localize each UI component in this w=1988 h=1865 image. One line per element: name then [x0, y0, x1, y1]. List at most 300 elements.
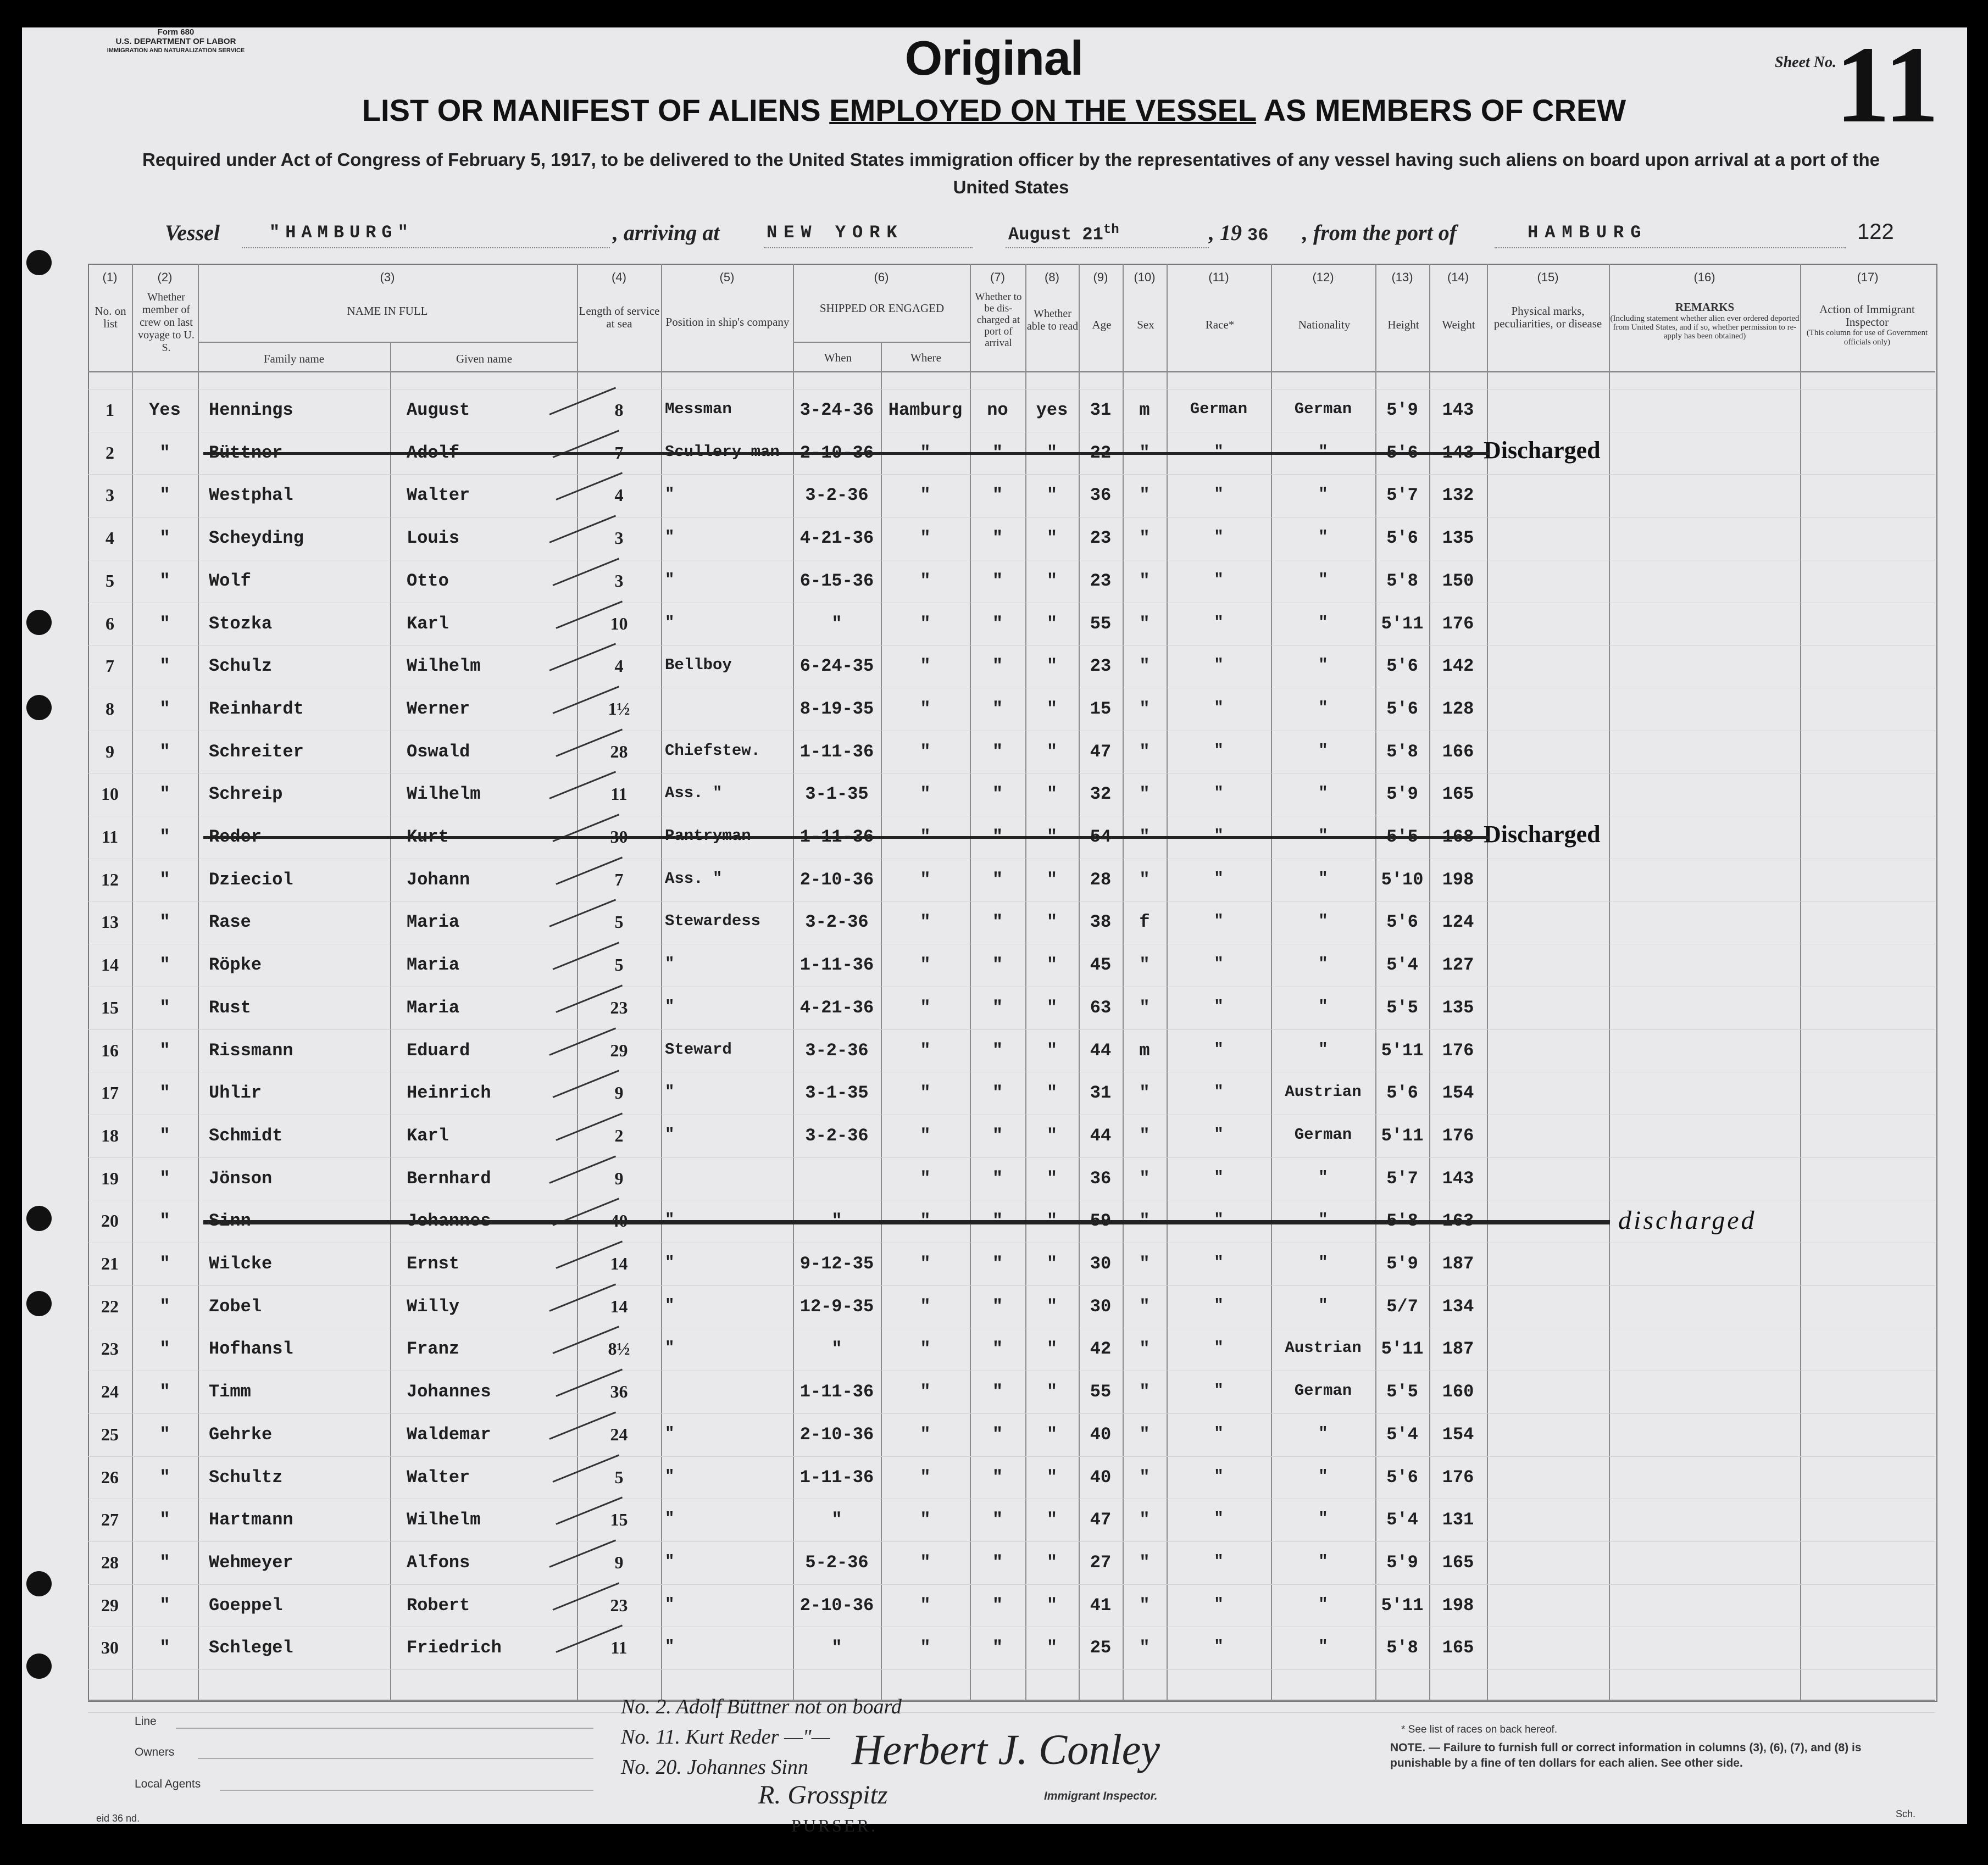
cell-nat: " [1318, 570, 1328, 589]
cell-disch: " [992, 1211, 1003, 1232]
cell-position: Ass. " [665, 784, 723, 803]
cell-given: Louis [407, 528, 460, 549]
cell-when: 2-10-36 [799, 1595, 874, 1616]
column-number: (11) [1208, 270, 1229, 284]
cell-read: " [1046, 1040, 1058, 1061]
cell-length: 7 [614, 869, 624, 889]
cell-race: " [1214, 869, 1224, 888]
cell-sex: " [1139, 613, 1150, 634]
cell-weight: 168 [1442, 827, 1474, 847]
cell-disch: " [992, 442, 1003, 463]
cell-family: Uhlir [209, 1083, 262, 1104]
cell-age: 36 [1090, 485, 1112, 506]
cell-height: 5'6 [1386, 912, 1418, 933]
cell-when: 3-24-36 [799, 400, 874, 420]
column-number: (13) [1391, 270, 1413, 284]
cell-weight: 143 [1442, 442, 1474, 463]
cell-given: Waldemar [407, 1424, 491, 1445]
cell-read: " [1046, 1382, 1058, 1402]
column-number: (3) [380, 270, 395, 284]
cell-read: yes [1036, 400, 1068, 420]
cell-given: Maria [407, 912, 460, 933]
cell-disch: " [992, 869, 1003, 890]
cell-disch: " [992, 570, 1003, 591]
cell-age: 42 [1090, 1339, 1112, 1360]
cell-read: " [1046, 613, 1058, 634]
cell-height: 5'4 [1386, 1424, 1418, 1445]
cell-disch: " [992, 1040, 1003, 1061]
cell-member: " [159, 1638, 170, 1658]
cell-when: 1-11-36 [799, 741, 874, 762]
binder-hole [26, 610, 52, 635]
cell-nat: " [1318, 442, 1328, 461]
cell-given: Kurt [407, 827, 449, 847]
cell-weight: 163 [1442, 1211, 1474, 1232]
cell-nat: " [1318, 1467, 1328, 1485]
header-no: No. on list [95, 304, 126, 330]
cell-family: Timm [209, 1382, 251, 1402]
cell-no: 16 [101, 1040, 119, 1060]
cell-member: " [159, 485, 170, 506]
cell-family: Westphal [209, 485, 293, 506]
cell-position: " [665, 1552, 675, 1571]
cell-height: 5/7 [1386, 1296, 1418, 1317]
cell-given: Adolf [407, 442, 460, 463]
cell-read: " [1046, 869, 1058, 890]
cell-member: " [159, 1254, 170, 1274]
cell-family: Schreiter [209, 741, 304, 762]
cell-age: 25 [1090, 1638, 1112, 1658]
cell-given: Bernhard [407, 1168, 491, 1189]
cell-when: 2-10-36 [799, 442, 874, 463]
vessel-underline [242, 247, 610, 248]
printer-mark: eid 36 nd. [96, 1813, 140, 1824]
owners-underline [198, 1758, 593, 1759]
cell-height: 5'8 [1386, 570, 1418, 591]
cell-height: 5'11 [1381, 1125, 1424, 1146]
cell-member: " [159, 1552, 170, 1573]
cell-member: " [159, 1510, 170, 1530]
cell-sex: " [1139, 528, 1150, 549]
cell-height: 5'9 [1386, 784, 1418, 805]
cell-when: " [831, 1638, 842, 1658]
cell-height: 5'9 [1386, 1254, 1418, 1274]
column-number: (8) [1045, 270, 1059, 284]
strike-line [203, 452, 1489, 455]
header-marks: Physical marks, peculiarities, or disease [1493, 304, 1602, 330]
column-rule [1609, 264, 1610, 1701]
cell-read: " [1046, 741, 1058, 762]
cell-nat: " [1318, 1552, 1328, 1571]
cell-nat: " [1318, 698, 1328, 717]
cell-family: Schmidt [209, 1125, 283, 1146]
cell-age: 47 [1090, 1510, 1112, 1530]
cell-no: 8 [105, 698, 114, 719]
cell-given: Wilhelm [407, 784, 481, 805]
cell-weight: 150 [1442, 570, 1474, 591]
page-count: 122 [1857, 220, 1894, 244]
cell-position: Pantryman [665, 827, 751, 845]
cell-height: 5'6 [1386, 442, 1418, 463]
binder-hole [26, 250, 52, 275]
header-member: Whether member of crew on last voyage to U. S. [138, 291, 195, 354]
header-race: Race* [1205, 318, 1235, 331]
cell-race: " [1214, 656, 1224, 675]
cell-where: Hamburg [888, 400, 963, 420]
cell-length: 23 [610, 1595, 628, 1615]
cell-family: Rust [209, 997, 251, 1018]
cell-where: " [920, 613, 931, 634]
header-length: Length of service at sea [579, 304, 660, 330]
cell-length: 3 [614, 570, 624, 591]
cell-family: Rissmann [209, 1040, 293, 1061]
cell-family: Büttner [209, 442, 283, 463]
arriving-label: , arriving at [613, 220, 720, 245]
cell-family: Jönson [209, 1168, 273, 1189]
cell-race: " [1214, 1168, 1224, 1187]
cell-given: Franz [407, 1339, 460, 1360]
cell-race: " [1214, 1552, 1224, 1571]
cell-position: " [665, 955, 675, 973]
cell-when: 5-2-36 [805, 1552, 869, 1573]
binder-hole [26, 1291, 52, 1316]
cell-race: " [1214, 1125, 1224, 1144]
inspector-label: Immigrant Inspector. [1044, 1790, 1158, 1802]
cell-sex: " [1139, 1467, 1150, 1488]
cell-age: 28 [1090, 869, 1112, 890]
cell-position: " [665, 1339, 675, 1357]
cell-member: " [159, 656, 170, 677]
cell-when: 3-1-35 [805, 784, 869, 805]
note-line-2: No. 11. Kurt Reder —"— [621, 1725, 830, 1749]
column-rule [1800, 264, 1801, 1701]
cell-read: " [1046, 1296, 1058, 1317]
cell-race: " [1214, 1339, 1224, 1357]
cell-family: Sinn [209, 1211, 251, 1232]
cell-weight: 135 [1442, 997, 1474, 1018]
cell-sex: " [1139, 1638, 1150, 1658]
cell-disch: " [992, 827, 1003, 847]
cell-age: 32 [1090, 784, 1112, 805]
column-number: (1) [102, 270, 118, 284]
cell-length: 3 [614, 528, 624, 548]
cell-family: Wehmeyer [209, 1552, 293, 1573]
agents-underline [220, 1790, 593, 1791]
cell-length: 1½ [608, 698, 630, 719]
cell-where: " [920, 1424, 931, 1445]
cell-given: Karl [407, 613, 449, 634]
cell-member: " [159, 827, 170, 847]
cell-given: Heinrich [407, 1083, 491, 1104]
cell-length: 5 [614, 955, 624, 975]
cell-where: " [920, 698, 931, 719]
cell-weight: 187 [1442, 1254, 1474, 1274]
cell-position: " [665, 1638, 675, 1656]
cell-height: 5'6 [1386, 656, 1418, 677]
cell-where: " [920, 528, 931, 549]
header-when: When [824, 351, 852, 364]
cell-family: Gehrke [209, 1424, 273, 1445]
column-number: (4) [612, 270, 626, 284]
cell-disch: " [992, 1168, 1003, 1189]
cell-nat: " [1318, 912, 1328, 931]
cell-age: 23 [1090, 528, 1112, 549]
header-action-sub: (This column for use of Government officials only) [1806, 329, 1928, 347]
cell-position: " [665, 1083, 675, 1101]
cell-disch: " [992, 1382, 1003, 1402]
cell-race: " [1214, 613, 1224, 632]
cell-position: Ass. " [665, 869, 723, 888]
cell-read: " [1046, 528, 1058, 549]
cell-read: " [1046, 997, 1058, 1018]
cell-when: " [831, 1211, 842, 1232]
cell-nat: " [1318, 1040, 1328, 1059]
header-name: NAME IN FULL [347, 304, 428, 318]
cell-age: 27 [1090, 1552, 1112, 1573]
arrival-date [1008, 222, 1119, 255]
cell-weight: 127 [1442, 955, 1474, 976]
cell-family: Wolf [209, 570, 251, 591]
cell-disch: " [992, 955, 1003, 976]
cell-read: " [1046, 1083, 1058, 1104]
cell-weight: 124 [1442, 912, 1474, 933]
cell-family: Dzieciol [209, 869, 293, 890]
cell-weight: 166 [1442, 741, 1474, 762]
cell-read: " [1046, 955, 1058, 976]
cell-race: " [1214, 784, 1224, 803]
column-number: (6) [874, 270, 889, 284]
cell-length: 2 [614, 1125, 624, 1145]
cell-nat: " [1318, 528, 1328, 547]
cell-height: 5'8 [1386, 1211, 1418, 1232]
cell-length: 30 [610, 827, 628, 847]
cell-sex: " [1139, 784, 1150, 805]
cell-sex: " [1139, 827, 1150, 847]
header-shipped: SHIPPED OR ENGAGED [819, 302, 945, 315]
cell-race: " [1214, 1382, 1224, 1400]
cell-no: 19 [101, 1168, 119, 1188]
cell-disch: " [992, 698, 1003, 719]
cell-position: Bellboy [665, 656, 732, 675]
cell-age: 63 [1090, 997, 1112, 1018]
title-part-underlined: EMPLOYED ON THE VESSEL [829, 93, 1257, 127]
cell-race: " [1214, 827, 1224, 845]
cell-race: " [1214, 1296, 1224, 1315]
header-remarks: REMARKS [1675, 300, 1735, 314]
year-prefix: , 19 [1209, 220, 1242, 245]
cell-read: " [1046, 1168, 1058, 1189]
cell-read: " [1046, 1424, 1058, 1445]
cell-no: 2 [105, 442, 114, 463]
header-nationality: Nationality [1298, 318, 1351, 331]
cell-height: 5'4 [1386, 955, 1418, 976]
cell-age: 36 [1090, 1168, 1112, 1189]
sheet-number: 11 [1835, 24, 1939, 146]
cell-where: " [920, 1510, 931, 1530]
cell-member: " [159, 1339, 170, 1360]
strike-line [203, 836, 1489, 839]
column-number: (2) [157, 270, 173, 284]
header-action: Action of Immigrant Inspector [1819, 303, 1915, 329]
act-statement: Required under Act of Congress of February 5, 1917, to be delivered to the United States immigration officer by the representatives of any vessel having such aliens on board upon arrival at a port of the United States [142, 149, 1880, 197]
cell-no: 18 [101, 1125, 119, 1145]
column-number: (16) [1693, 270, 1715, 284]
cell-where: " [920, 1083, 931, 1104]
cell-when: 1-11-36 [799, 827, 874, 847]
cell-where: " [920, 827, 931, 847]
cell-height: 5'8 [1386, 741, 1418, 762]
cell-family: Wilcke [209, 1254, 273, 1274]
cell-sex: " [1139, 442, 1150, 463]
cell-position: Chiefstew. [665, 741, 761, 760]
cell-sex: " [1139, 1083, 1150, 1104]
cell-weight: 176 [1442, 1040, 1474, 1061]
cell-height: 5'8 [1386, 1638, 1418, 1658]
cell-no: 17 [101, 1083, 119, 1103]
cell-member: " [159, 528, 170, 549]
cell-length: 23 [610, 997, 628, 1017]
cell-where: " [920, 442, 931, 463]
cell-length: 28 [610, 741, 628, 761]
note-line-1: No. 2. Adolf Büttner not on board [621, 1695, 902, 1718]
cell-sex: " [1139, 1510, 1150, 1530]
header-given: Given name [456, 352, 513, 365]
cell-position: " [665, 1595, 675, 1613]
cell-family: Reder [209, 827, 262, 847]
cell-sex: " [1139, 485, 1150, 506]
cell-when: 2-10-36 [799, 869, 874, 890]
row-rule [88, 1541, 1935, 1542]
cell-position: " [665, 1125, 675, 1144]
cell-member: " [159, 1382, 170, 1402]
cell-length: 5 [614, 912, 624, 932]
title-part: AS MEMBERS OF CREW [1256, 93, 1626, 127]
column-rule [198, 264, 199, 1701]
cell-weight: 132 [1442, 485, 1474, 506]
header-remarks-sub: (Including statement whether alien ever ordered deported from United States, and if so, whether permission to re-apply has been obtained) [1610, 314, 1800, 341]
cell-when: 2-10-36 [799, 1424, 874, 1445]
column-number: (10) [1134, 270, 1156, 284]
header-weight: Weight [1442, 318, 1475, 331]
cell-position: " [665, 1296, 675, 1315]
row-rule [88, 1285, 1935, 1286]
column-rule [1167, 264, 1168, 1701]
strike-line [203, 1220, 1610, 1224]
cell-read: " [1046, 784, 1058, 805]
cell-given: Friedrich [407, 1638, 502, 1658]
cell-where: " [920, 1040, 931, 1061]
cell-where: " [920, 955, 931, 976]
cell-position: " [665, 485, 675, 504]
row-rule [88, 1029, 1935, 1030]
cell-race: " [1214, 442, 1224, 461]
cell-when: 1-11-36 [799, 1467, 874, 1488]
cell-read: " [1046, 1339, 1058, 1360]
remark-discharged: Discharged [1484, 436, 1601, 464]
column-number: (17) [1857, 270, 1879, 284]
row-rule [88, 474, 1935, 475]
cell-position: Stewardess [665, 912, 761, 931]
cell-when: 3-2-36 [805, 1125, 869, 1146]
cell-nat: " [1318, 485, 1328, 504]
column-number: (7) [990, 270, 1005, 284]
cell-no: 27 [101, 1510, 119, 1530]
cell-nat: " [1318, 827, 1328, 845]
cell-member: " [159, 442, 170, 463]
cell-race: " [1214, 1040, 1224, 1059]
cell-no: 26 [101, 1467, 119, 1487]
cell-when: 3-2-36 [805, 485, 869, 506]
cell-no: 15 [101, 997, 119, 1017]
cell-height: 5'6 [1386, 528, 1418, 549]
cell-family: Hennings [209, 400, 293, 420]
department: U.S. DEPARTMENT OF LABOR [115, 37, 236, 46]
header-height: Height [1387, 318, 1419, 331]
cell-age: 15 [1090, 698, 1112, 719]
cell-length: 8½ [608, 1339, 630, 1359]
race-note: * See list of races on back hereof. [1401, 1724, 1558, 1735]
cell-length: 24 [610, 1424, 628, 1444]
cell-when: 12-9-35 [799, 1296, 874, 1317]
cell-weight: 198 [1442, 1595, 1474, 1616]
cell-member: " [159, 869, 170, 890]
cell-sex: m [1139, 1040, 1150, 1061]
cell-length: 9 [614, 1552, 624, 1572]
cell-when: 1-11-36 [799, 1382, 874, 1402]
purser-signature: R. Grosspitz [758, 1780, 888, 1810]
row-rule [88, 1712, 1935, 1713]
cell-age: 23 [1090, 656, 1112, 677]
form-number: Form 680 [157, 27, 195, 37]
cell-family: Scheyding [209, 528, 304, 549]
binder-hole [26, 1206, 52, 1231]
header-read: Whether able to read [1026, 308, 1079, 332]
cell-no: 10 [101, 784, 119, 804]
cell-weight: 142 [1442, 656, 1474, 677]
cell-position: " [665, 1211, 675, 1229]
cell-length: 14 [610, 1296, 628, 1316]
cell-race: " [1214, 570, 1224, 589]
cell-weight: 176 [1442, 1467, 1474, 1488]
cell-family: Schulz [209, 656, 273, 677]
cell-given: Maria [407, 955, 460, 976]
cell-disch: no [987, 400, 1008, 420]
cell-position: Messman [665, 400, 732, 418]
cell-member: " [159, 570, 170, 591]
cell-where: " [920, 1552, 931, 1573]
cell-member: " [159, 997, 170, 1018]
column-rule [1271, 264, 1272, 1701]
cell-disch: " [992, 1424, 1003, 1445]
cell-weight: 198 [1442, 869, 1474, 890]
binder-hole [26, 1654, 52, 1679]
cell-no: 21 [101, 1254, 119, 1273]
cell-read: " [1046, 1595, 1058, 1616]
cell-length: 11 [610, 1638, 628, 1658]
cell-member: " [159, 1040, 170, 1061]
cell-height: 5'5 [1386, 997, 1418, 1018]
column-rule [390, 342, 391, 1701]
cell-where: " [920, 656, 931, 677]
cell-height: 5'10 [1381, 869, 1424, 890]
cell-height: 5'11 [1381, 613, 1424, 634]
original-stamp: Original [904, 31, 1084, 85]
cell-height: 5'6 [1386, 1083, 1418, 1104]
cell-when: 4-21-36 [799, 528, 874, 549]
sheet-label: Sheet No. [1775, 54, 1836, 71]
cell-family: Rase [209, 912, 251, 933]
cell-no: 1 [105, 400, 114, 420]
